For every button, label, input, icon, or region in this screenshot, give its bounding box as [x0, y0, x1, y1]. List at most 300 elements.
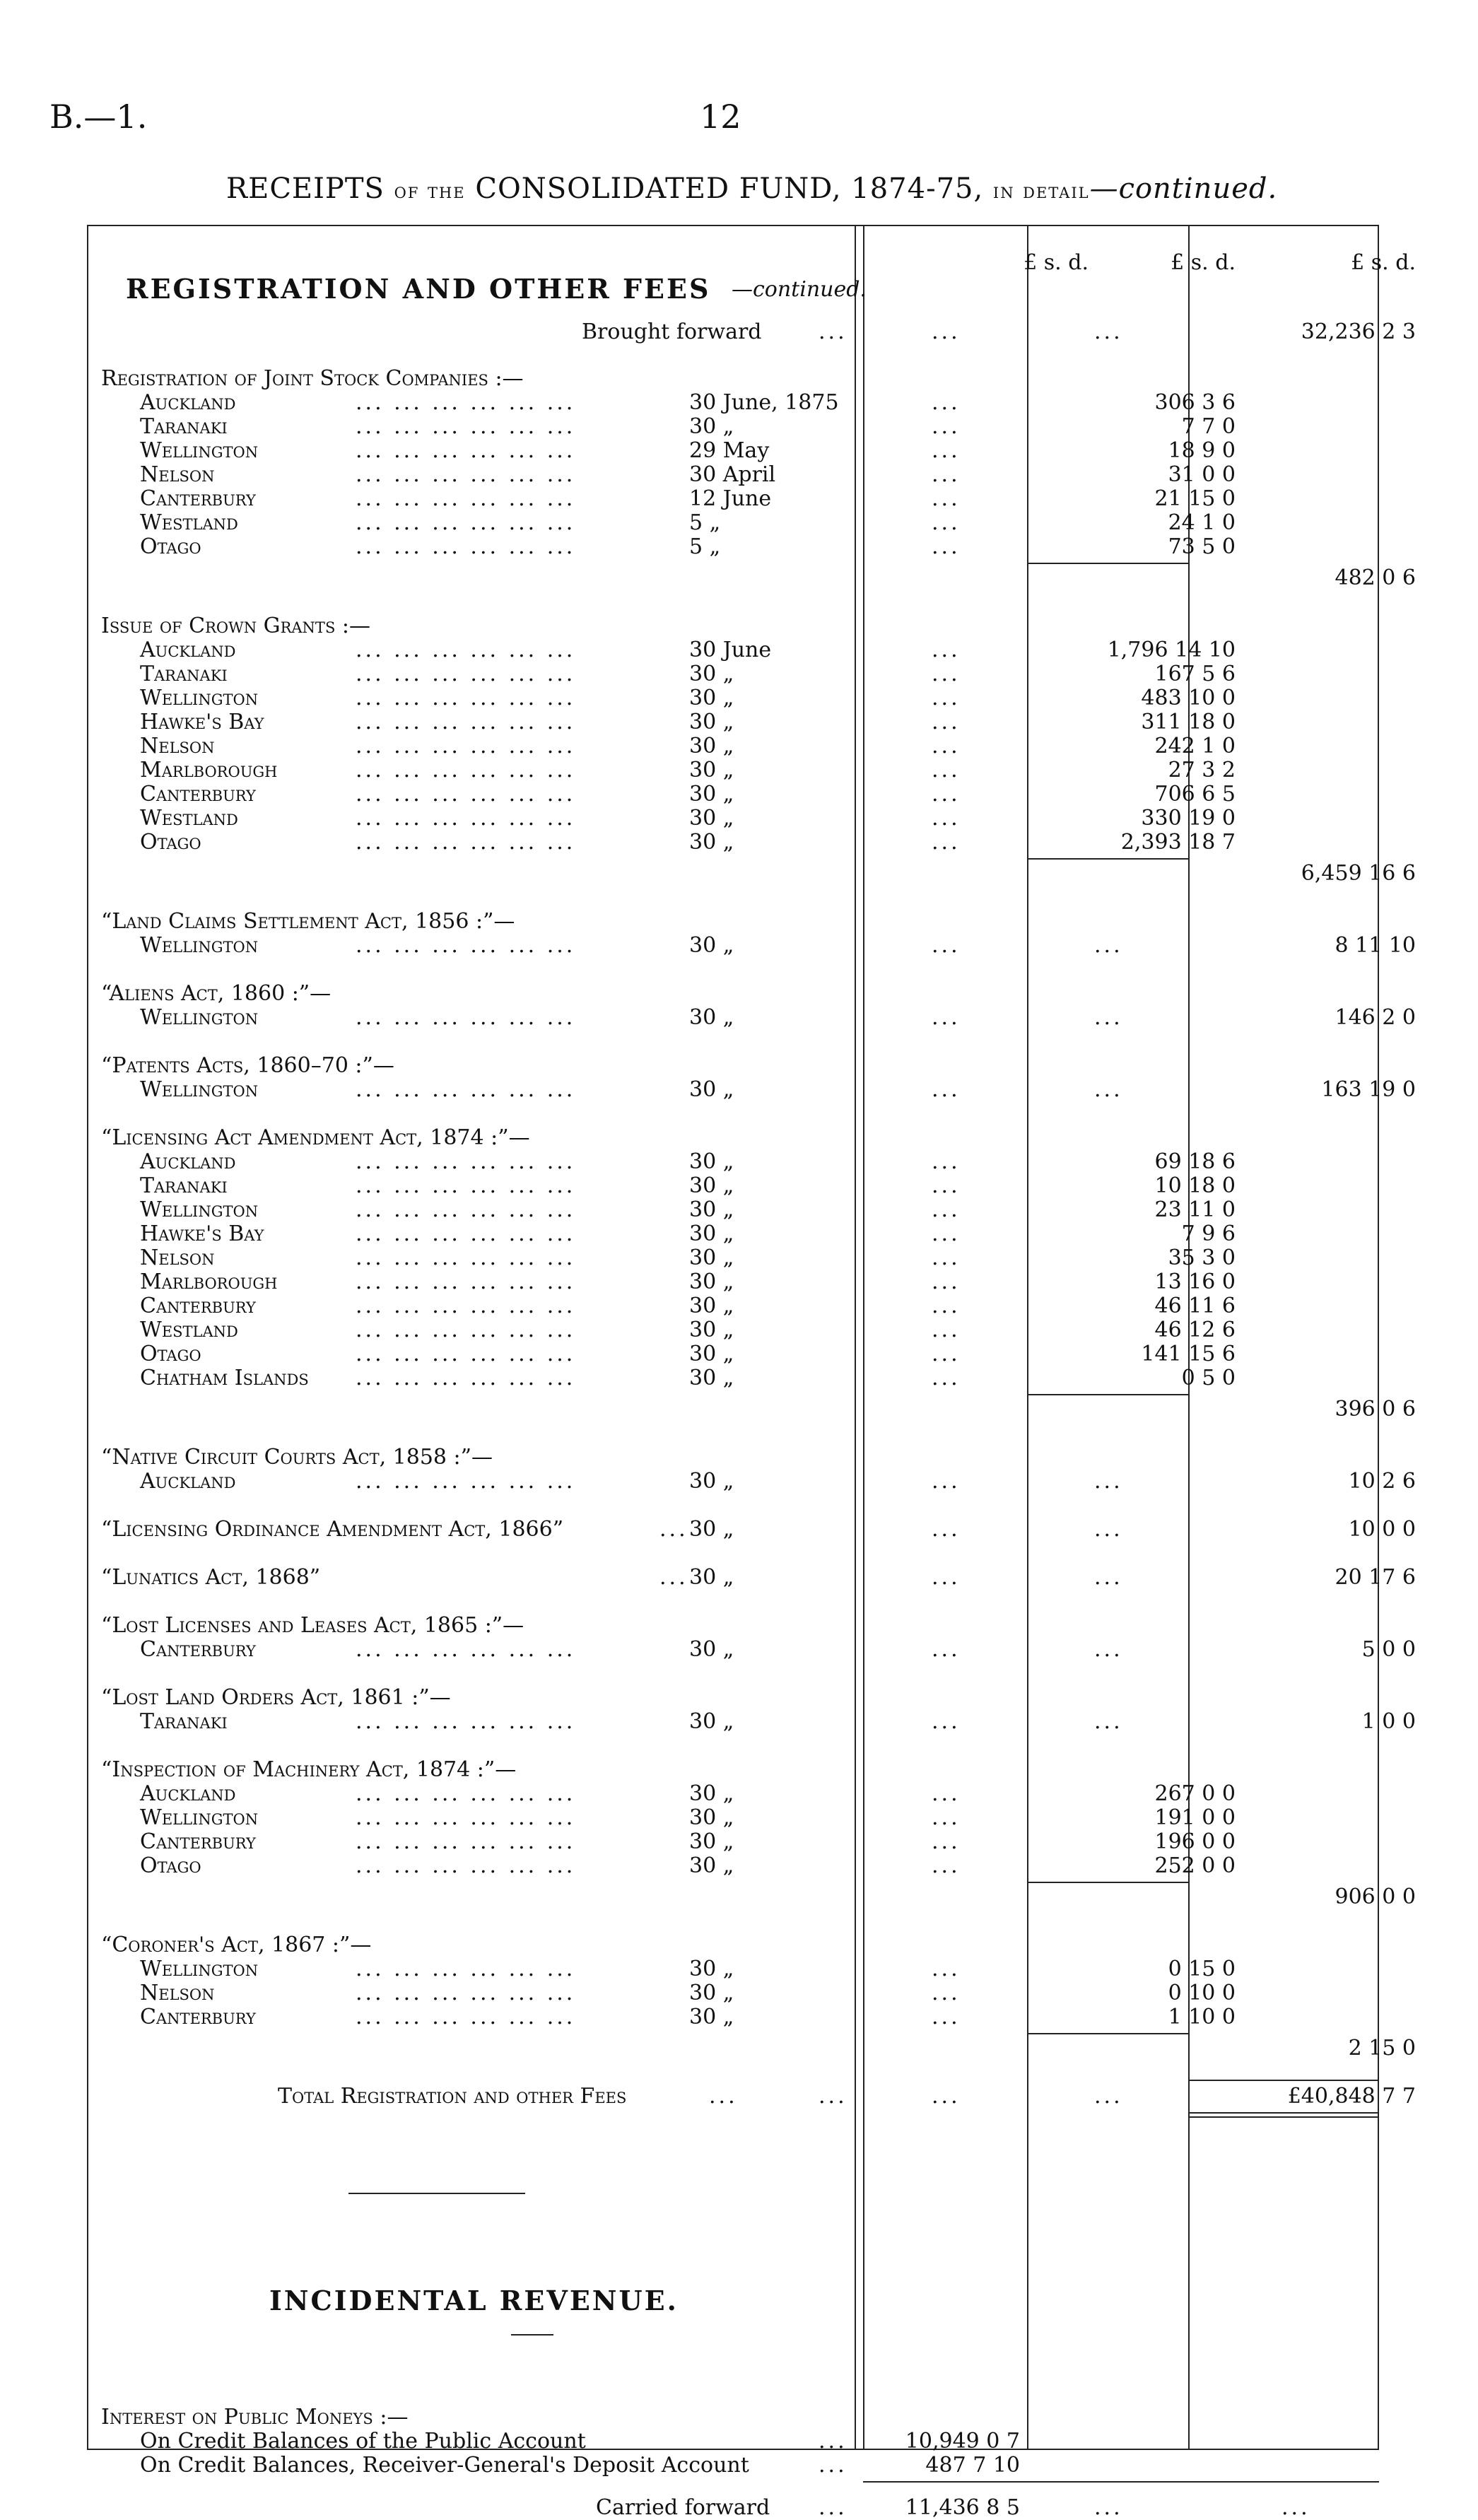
- amount-cell: 330 19 0: [1141, 806, 1236, 831]
- dots: ...: [932, 1805, 961, 1830]
- dots: ...: [819, 2084, 847, 2109]
- amount-cell: 306 3 6: [1154, 390, 1236, 415]
- date-cell: 30 „: [689, 1197, 734, 1222]
- table-row: [87, 1981, 1379, 2005]
- place-label: Nelson: [140, 1246, 215, 1270]
- total-cell: 5 0 0: [1361, 1637, 1416, 1662]
- table-row: [87, 638, 1379, 662]
- place-label: Auckland: [140, 638, 236, 662]
- group-heading-row: [87, 1125, 1379, 1149]
- dot-leader: ... ... ... ... ... ...: [356, 638, 576, 662]
- dots: ...: [932, 1221, 961, 1246]
- dots: ...: [932, 534, 961, 559]
- dots: ...: [1094, 1517, 1123, 1542]
- dot-leader: ... ... ... ... ... ...: [356, 414, 576, 439]
- table-row: [87, 758, 1379, 782]
- date-cell: 5 „: [689, 534, 721, 559]
- group-heading-row: [87, 1445, 1379, 1469]
- total-double-rule: [1188, 2116, 1378, 2118]
- group-heading: “Coroner's Act, 1867 :”—: [101, 1933, 372, 1957]
- subtotal-rule: [1027, 563, 1188, 564]
- amount-cell: 27 3 2: [1168, 758, 1236, 783]
- group-heading: “Lost Land Orders Act, 1861 :”—: [101, 1685, 451, 1710]
- section2-line-amount: 10,949 0 7: [905, 2429, 1020, 2454]
- brought-forward-label: Brought forward: [582, 320, 762, 344]
- dots: ...: [1281, 2495, 1310, 2520]
- subtotal-rule: [1027, 1394, 1188, 1395]
- dot-leader: ... ... ... ... ... ...: [356, 1197, 576, 1222]
- place-label: Auckland: [140, 390, 236, 415]
- carried-forward-rule: [863, 2481, 1379, 2483]
- total-row: [87, 2084, 1416, 2109]
- amount-cell: 1 10 0: [1168, 2005, 1236, 2029]
- place-label: Wellington: [140, 1005, 259, 1030]
- dots: ...: [932, 390, 961, 415]
- table-row: [87, 933, 1416, 958]
- dots: ...: [1094, 1005, 1123, 1030]
- date-cell: 30 June: [689, 638, 772, 662]
- subtotal-row: [87, 1885, 1416, 1909]
- dots: ...: [932, 414, 961, 439]
- dot-leader: ... ... ... ... ... ...: [356, 933, 576, 958]
- place-label: Westland: [140, 806, 238, 831]
- place-label: Marlborough: [140, 1270, 278, 1294]
- date-cell: 30 „: [689, 1957, 734, 1981]
- group-heading-row: [87, 366, 1379, 390]
- total-cell: 163 19 0: [1321, 1077, 1416, 1102]
- amount-cell: 706 6 5: [1154, 782, 1236, 807]
- single-line-label: “Licensing Ordinance Amendment Act, 1866”: [101, 1517, 564, 1542]
- table-row: [87, 1221, 1379, 1246]
- place-label: Marlborough: [140, 758, 278, 783]
- dot-leader: ... ... ... ... ... ...: [356, 1781, 576, 1806]
- dots: ...: [932, 1981, 961, 2005]
- section2-line-label: On Credit Balances, Receiver-General's Deposit Account: [140, 2453, 749, 2478]
- place-label: Westland: [140, 1318, 238, 1342]
- dots: ...: [819, 2495, 847, 2520]
- amount-cell: 7 9 6: [1181, 1221, 1236, 1246]
- date-cell: 30 „: [689, 1981, 734, 2005]
- date-cell: 30 „: [689, 1517, 734, 1542]
- dots: ...: [1094, 933, 1123, 958]
- table-row: [87, 782, 1379, 806]
- date-cell: 30 „: [689, 1077, 734, 1102]
- dots: ...: [932, 806, 961, 831]
- dots: ...: [1094, 2084, 1123, 2109]
- group-heading: Issue of Crown Grants :—: [101, 614, 370, 638]
- dot-leader: ... ... ... ... ... ...: [356, 1342, 576, 1366]
- dot-leader: ... ... ... ... ... ...: [356, 1318, 576, 1342]
- dot-leader: ... ... ... ... ... ...: [356, 782, 576, 807]
- date-cell: 30 „: [689, 758, 734, 783]
- group-heading-row: [87, 909, 1379, 933]
- table-row: [87, 1637, 1416, 1662]
- total-cell: 8 11 10: [1335, 933, 1416, 958]
- date-cell: 30 „: [689, 1366, 734, 1390]
- group-heading-row: [87, 981, 1379, 1005]
- dots: ...: [932, 662, 961, 686]
- dots: ...: [1094, 1709, 1123, 1734]
- date-cell: 30 „: [689, 1342, 734, 1366]
- dot-leader: ... ... ... ... ... ...: [356, 510, 576, 535]
- date-cell: 30 „: [689, 1270, 734, 1294]
- table-row: [87, 806, 1379, 830]
- dot-leader: ... ... ... ... ... ...: [356, 1221, 576, 1246]
- table-row: [87, 1342, 1379, 1366]
- dot-leader: ... ... ... ... ... ...: [356, 1805, 576, 1830]
- brought-forward-total: 32,236 2 3: [1301, 320, 1416, 344]
- dots: ...: [932, 1781, 961, 1806]
- section2-line-label: On Credit Balances of the Public Account: [140, 2429, 586, 2454]
- carried-forward-label: Carried forward: [596, 2495, 770, 2520]
- dot-leader: ... ... ... ... ... ...: [356, 438, 576, 463]
- date-cell: 30 „: [689, 2005, 734, 2029]
- dots: ...: [932, 1565, 961, 1590]
- dots: ...: [1094, 1469, 1123, 1494]
- table-row: [87, 510, 1379, 534]
- column-header-2: £ s. d.: [1171, 250, 1236, 275]
- date-cell: 30 „: [689, 830, 734, 855]
- dot-leader: ... ... ... ... ... ...: [356, 1270, 576, 1294]
- dots: ...: [819, 2429, 847, 2454]
- amount-cell: 73 5 0: [1168, 534, 1236, 559]
- place-label: Chatham Islands: [140, 1366, 309, 1390]
- dots: ...: [932, 933, 961, 958]
- table-row: [87, 1781, 1379, 1805]
- place-label: Taranaki: [140, 1709, 228, 1734]
- single-line-row: [87, 1517, 1416, 1542]
- table-row: [87, 1805, 1379, 1829]
- dots: ...: [932, 320, 961, 344]
- table-row: [87, 830, 1379, 854]
- amount-cell: 0 15 0: [1168, 1957, 1236, 1981]
- dots: ...: [932, 1517, 961, 1542]
- single-line-label: “Lunatics Act, 1868”: [101, 1565, 321, 1590]
- total-cell: 10 0 0: [1348, 1517, 1416, 1542]
- table-row: [87, 1173, 1379, 1197]
- dot-leader: ... ... ... ... ... ...: [356, 1981, 576, 2005]
- dot-leader: ... ... ... ... ... ...: [356, 758, 576, 783]
- date-cell: 30 April: [689, 462, 776, 487]
- subtotal-cell: 396 0 6: [1335, 1397, 1416, 1422]
- subtotal-row: [87, 861, 1416, 886]
- group-heading-row: [87, 1613, 1379, 1637]
- place-label: Otago: [140, 830, 201, 855]
- dots: ...: [932, 638, 961, 662]
- amount-cell: 24 1 0: [1168, 510, 1236, 535]
- place-label: Otago: [140, 1853, 201, 1878]
- table-row: [87, 534, 1379, 558]
- place-label: Taranaki: [140, 662, 228, 686]
- date-cell: 30 „: [689, 686, 734, 710]
- table-row: [87, 438, 1379, 462]
- subtotal-row: [87, 565, 1416, 590]
- place-label: Canterbury: [140, 782, 256, 807]
- group-heading: “Licensing Act Amendment Act, 1874 :”—: [101, 1125, 530, 1150]
- dots: ...: [932, 1246, 961, 1270]
- amount-cell: 46 11 6: [1154, 1294, 1236, 1318]
- place-label: Nelson: [140, 734, 215, 758]
- dots: ...: [932, 710, 961, 734]
- amount-cell: 2,393 18 7: [1120, 830, 1236, 855]
- place-label: Auckland: [140, 1469, 236, 1494]
- column-header-3: £ s. d.: [1351, 250, 1416, 275]
- amount-cell: 21 15 0: [1154, 486, 1236, 511]
- amount-cell: 23 11 0: [1154, 1197, 1236, 1222]
- table-row: [87, 1197, 1379, 1221]
- dot-leader: ... ... ... ... ... ...: [356, 2005, 576, 2029]
- date-cell: 30 „: [689, 782, 734, 807]
- date-cell: 30 „: [689, 1005, 734, 1030]
- dot-leader: ... ... ... ... ... ...: [356, 1077, 576, 1102]
- dots: ...: [932, 1005, 961, 1030]
- table-row: [87, 710, 1379, 734]
- dot-leader: ... ... ... ... ... ...: [356, 1005, 576, 1030]
- column-headers: [87, 250, 1416, 275]
- dots: ...: [932, 1197, 961, 1222]
- total-cell: 1 0 0: [1361, 1709, 1416, 1734]
- dot-leader: ... ... ... ... ... ...: [356, 734, 576, 758]
- dot-leader: ... ... ... ... ... ...: [356, 1637, 576, 1662]
- place-label: Taranaki: [140, 414, 228, 439]
- dots: ...: [932, 1342, 961, 1366]
- title-main: RECEIPTS: [226, 172, 385, 205]
- group-heading-row: [87, 1933, 1379, 1957]
- date-cell: 30 „: [689, 734, 734, 758]
- date-cell: 30 „: [689, 1173, 734, 1198]
- amount-cell: 196 0 0: [1154, 1829, 1236, 1854]
- dots: ...: [819, 2453, 847, 2478]
- dots: ...: [932, 1270, 961, 1294]
- amount-cell: 252 0 0: [1154, 1853, 1236, 1878]
- dots: ...: [932, 782, 961, 807]
- group-heading: “Aliens Act, 1860 :”—: [101, 981, 332, 1006]
- amount-cell: 69 18 6: [1154, 1149, 1236, 1174]
- table-top-rule: [87, 225, 1379, 226]
- carried-forward-row: [87, 2495, 1379, 2519]
- place-label: Wellington: [140, 1957, 259, 1981]
- dots: ...: [932, 1366, 961, 1390]
- dots: ...: [932, 1149, 961, 1174]
- subtotal-row: [87, 2036, 1416, 2061]
- amount-cell: 7 7 0: [1181, 414, 1236, 439]
- group-heading-row: [87, 1757, 1379, 1781]
- group-heading: Registration of Joint Stock Companies :—: [101, 366, 524, 391]
- place-label: Auckland: [140, 1149, 236, 1174]
- place-label: Wellington: [140, 686, 259, 710]
- amount-cell: 46 12 6: [1154, 1318, 1236, 1342]
- date-cell: 30 June, 1875: [689, 390, 839, 415]
- dots: ...: [1094, 2495, 1123, 2520]
- table-row: [87, 1270, 1379, 1294]
- date-cell: 30 „: [689, 933, 734, 958]
- place-label: Otago: [140, 1342, 201, 1366]
- table-row: [87, 414, 1379, 438]
- dot-leader: ... ... ... ... ... ...: [356, 1294, 576, 1318]
- amount-cell: 311 18 0: [1141, 710, 1236, 734]
- dot-leader: ... ... ... ... ... ...: [356, 1173, 576, 1198]
- table-row: [87, 1853, 1379, 1877]
- date-cell: 30 „: [689, 1829, 734, 1854]
- column-header-1: £ s. d.: [1024, 250, 1089, 275]
- amount-cell: 0 5 0: [1181, 1366, 1236, 1390]
- table-row: [87, 1469, 1416, 1494]
- date-cell: 30 „: [689, 710, 734, 734]
- section2-line-row: [87, 2429, 1379, 2453]
- dots: ...: [932, 510, 961, 535]
- total-label: Total Registration and other Fees: [278, 2084, 627, 2109]
- amount-cell: 13 16 0: [1154, 1270, 1236, 1294]
- dots: ...: [932, 1709, 961, 1734]
- section-heading: REGISTRATION AND OTHER FEES: [126, 273, 711, 305]
- place-label: Wellington: [140, 1077, 259, 1102]
- title-fund: CONSOLIDATED FUND, 1874-75,: [475, 172, 984, 205]
- dots: ...: [932, 1318, 961, 1342]
- table-row: [87, 462, 1379, 486]
- section2-subheading: Interest on Public Moneys :—: [101, 2405, 409, 2430]
- dots: ...: [932, 830, 961, 855]
- table-row: [87, 1077, 1416, 1102]
- title-continued: —continued.: [1089, 172, 1278, 205]
- total-cell: 146 2 0: [1335, 1005, 1416, 1030]
- section2-line-amount: 487 7 10: [925, 2453, 1020, 2478]
- table-row: [87, 1005, 1416, 1030]
- amount-cell: 242 1 0: [1154, 734, 1236, 758]
- section-heading-row: [87, 273, 1379, 307]
- dot-leader: ... ... ... ... ... ...: [356, 830, 576, 855]
- group-heading: “Patents Acts, 1860–70 :”—: [101, 1053, 394, 1078]
- dots: ...: [932, 462, 961, 487]
- dots: ...: [932, 1469, 961, 1494]
- dot-leader: ... ... ... ... ... ...: [356, 1149, 576, 1174]
- place-label: Westland: [140, 510, 238, 535]
- dot-leader: ... ... ... ... ... ...: [356, 390, 576, 415]
- place-label: Auckland: [140, 1781, 236, 1806]
- group-heading: “Native Circuit Courts Act, 1858 :”—: [101, 1445, 493, 1470]
- place-label: Wellington: [140, 1805, 259, 1830]
- dots: ...: [1094, 320, 1123, 344]
- amount-cell: 141 15 6: [1141, 1342, 1236, 1366]
- title-of: of the: [394, 179, 466, 204]
- dots: ...: [1094, 1565, 1123, 1590]
- total-top-rule: [1188, 2080, 1378, 2081]
- dot-leader: ... ... ... ... ... ...: [356, 1246, 576, 1270]
- subtotal-rule: [1027, 2033, 1188, 2034]
- dots: ...: [659, 1517, 688, 1542]
- date-cell: 30 „: [689, 1709, 734, 1734]
- amount-cell: 18 9 0: [1168, 438, 1236, 463]
- place-label: Canterbury: [140, 1637, 256, 1662]
- carried-forward-amount: 11,436 8 5: [905, 2495, 1020, 2520]
- dots: ...: [819, 320, 847, 344]
- subtotal-cell: 906 0 0: [1335, 1885, 1416, 1909]
- dots: ...: [932, 1853, 961, 1878]
- date-cell: 30 „: [689, 1565, 734, 1590]
- section-divider: [348, 2193, 525, 2194]
- group-heading-row: [87, 614, 1379, 638]
- dots: ...: [932, 1637, 961, 1662]
- table-row: [87, 734, 1379, 758]
- date-cell: 12 June: [689, 486, 772, 511]
- date-cell: 30 „: [689, 414, 734, 439]
- dot-leader: ... ... ... ... ... ...: [356, 462, 576, 487]
- place-label: Nelson: [140, 1981, 215, 2005]
- table-row: [87, 1829, 1379, 1853]
- table-row: [87, 1957, 1379, 1981]
- page-title: [226, 172, 1277, 205]
- dots: ...: [932, 758, 961, 783]
- date-cell: 30 „: [689, 662, 734, 686]
- table-row: [87, 2005, 1379, 2029]
- subtotal-rule: [1027, 1882, 1188, 1883]
- amount-cell: 1,796 14 10: [1107, 638, 1236, 662]
- place-label: Otago: [140, 534, 201, 559]
- total-double-rule: [1188, 2112, 1378, 2114]
- dot-leader: ... ... ... ... ... ...: [356, 662, 576, 686]
- dots: ...: [932, 2084, 961, 2109]
- brought-forward-row: [87, 320, 1416, 344]
- section2-short-rule: [511, 2334, 553, 2336]
- dots: ...: [1094, 1637, 1123, 1662]
- date-cell: 30 „: [689, 1781, 734, 1806]
- dots: ...: [932, 1173, 961, 1198]
- date-cell: 5 „: [689, 510, 721, 535]
- subtotal-cell: 2 15 0: [1348, 2036, 1416, 2061]
- amount-cell: 0 10 0: [1168, 1981, 1236, 2005]
- fund-table: [87, 225, 1416, 2520]
- section2-line-row: [87, 2453, 1379, 2477]
- dots: ...: [932, 1294, 961, 1318]
- table-row: [87, 1294, 1379, 1318]
- place-label: Canterbury: [140, 2005, 256, 2029]
- dot-leader: ... ... ... ... ... ...: [356, 486, 576, 511]
- place-label: Wellington: [140, 1197, 259, 1222]
- subtotal-cell: 482 0 6: [1335, 565, 1416, 590]
- page-number: 12: [700, 98, 741, 136]
- place-label: Wellington: [140, 438, 259, 463]
- grand-total-cell: £40,848 7 7: [1287, 2084, 1416, 2109]
- group-heading-row: [87, 1053, 1379, 1077]
- dot-leader: ... ... ... ... ... ...: [356, 686, 576, 710]
- section2-heading: INCIDENTAL REVENUE.: [269, 2285, 679, 2316]
- amount-cell: 191 0 0: [1154, 1805, 1236, 1830]
- table-row: [87, 390, 1379, 414]
- dots: ...: [932, 1829, 961, 1854]
- section-reference: B.—1.: [49, 98, 148, 136]
- date-cell: 30 „: [689, 806, 734, 831]
- amount-cell: 267 0 0: [1154, 1781, 1236, 1806]
- dots: ...: [1094, 1077, 1123, 1102]
- dots: ...: [932, 686, 961, 710]
- dot-leader: ... ... ... ... ... ...: [356, 806, 576, 831]
- place-label: Canterbury: [140, 486, 256, 511]
- subtotal-cell: 6,459 16 6: [1301, 861, 1416, 886]
- table-row: [87, 1709, 1416, 1734]
- place-label: Canterbury: [140, 1294, 256, 1318]
- date-cell: 29 May: [689, 438, 770, 463]
- dot-leader: ... ... ... ... ... ...: [356, 534, 576, 559]
- dots: ...: [932, 1077, 961, 1102]
- section2-subheading-row: [87, 2405, 1379, 2429]
- date-cell: 30 „: [689, 1318, 734, 1342]
- dot-leader: ... ... ... ... ... ...: [356, 1366, 576, 1390]
- amount-cell: 167 5 6: [1154, 662, 1236, 686]
- date-cell: 30 „: [689, 1246, 734, 1270]
- place-label: Hawke's Bay: [140, 1221, 264, 1246]
- dot-leader: ... ... ... ... ... ...: [356, 1853, 576, 1878]
- title-in-detail: in detail: [992, 179, 1090, 204]
- date-cell: 30 „: [689, 1637, 734, 1662]
